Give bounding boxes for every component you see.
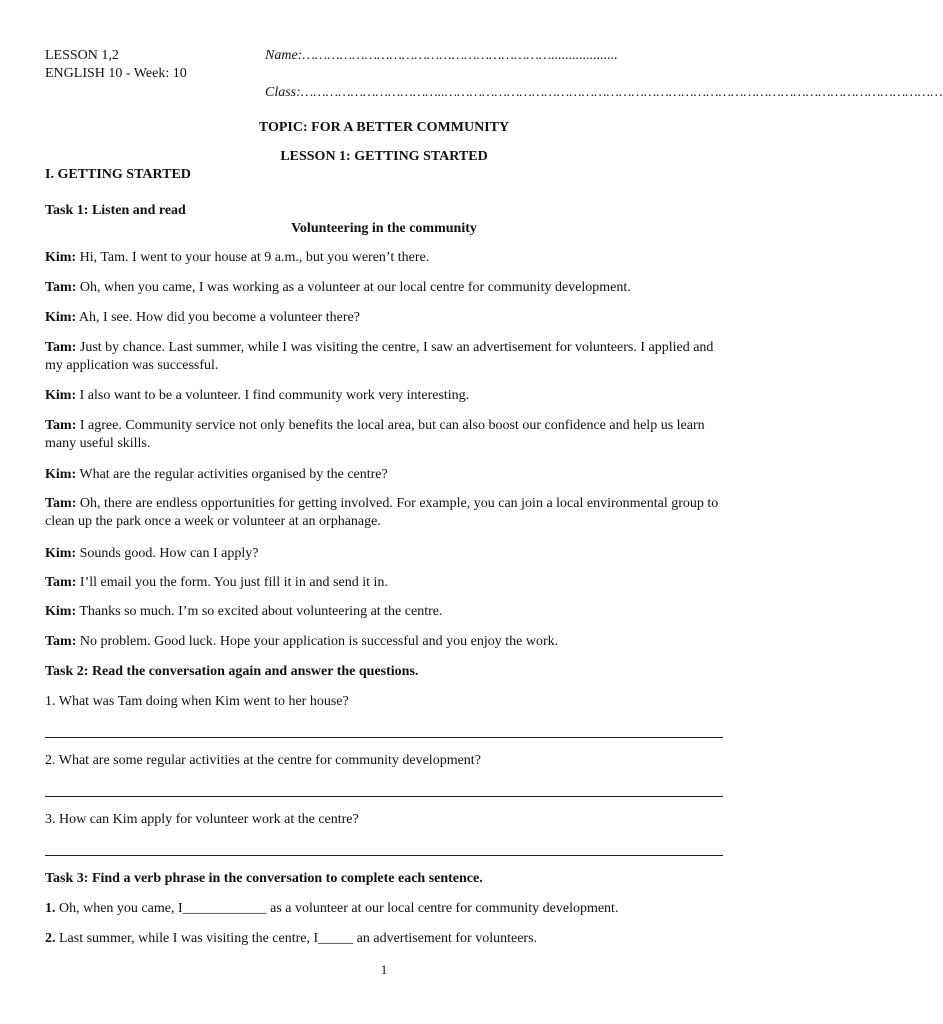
speaker: Kim: (45, 388, 77, 403)
page-number: 1 (380, 962, 388, 977)
task2-title: Task 2: Read the conversation again and answer the questions. (45, 664, 419, 679)
section-title: I. GETTING STARTED (45, 167, 191, 182)
speaker: Tam: (45, 496, 77, 511)
answer-line[interactable] (45, 855, 723, 856)
task3-title: Task 3: Find a verb phrase in the conversation to complete each sentence. (45, 871, 483, 886)
dialogue-line: Kim: Ah, I see. How did you become a volunteer there? (45, 310, 360, 325)
question: 2. What are some regular activities at the centre for community development? (45, 753, 481, 768)
task1-title: Task 1: Listen and read (45, 203, 186, 218)
fill-blank-item: 1. Oh, when you came, I____________ as a volunteer at our local centre for community development. (45, 901, 619, 916)
speaker: Tam: (45, 280, 77, 295)
dialogue-line: Kim: Hi, Tam. I went to your house at 9 a.m., but you weren’t there. (45, 250, 430, 265)
dialogue-line: Tam: Oh, when you came, I was working as a volunteer at our local centre for community development. (45, 280, 631, 295)
dialogue-line: Tam: I agree. Community service not only benefits the local area, but can also boost our confidence and help us learn many useful skills. (45, 418, 705, 451)
dialogue-line: Kim: Thanks so much. I’m so excited about volunteering at the centre. (45, 604, 443, 619)
speaker: Kim: (45, 546, 77, 561)
dialogue-line: Kim: I also want to be a volunteer. I find community work very interesting. (45, 388, 470, 403)
question: 1. What was Tam doing when Kim went to her house? (45, 694, 349, 709)
speaker: Kim: (45, 310, 77, 325)
dialogue-line: Tam: Just by chance. Last summer, while I was visiting the centre, I saw an advertisement for volunteers. I applied and my application was successful. (45, 340, 714, 373)
answer-line[interactable] (45, 737, 723, 738)
dialogue-line: Tam: No problem. Good luck. Hope your application is successful and you enjoy the work. (45, 634, 559, 649)
dialogue-line: Tam: Oh, there are endless opportunities for getting involved. For example, you can join a local environmental group to clean up the park once a week or volunteer at an orphanage. (45, 496, 719, 529)
course-label: ENGLISH 10 - Week: 10 (45, 66, 187, 81)
speaker: Kim: (45, 604, 77, 619)
class-field[interactable]: Class:……………………………..………………………………………………………………………………………………………… (265, 85, 943, 100)
answer-line[interactable] (45, 796, 723, 797)
lesson-label: LESSON 1,2 (45, 48, 119, 63)
dialogue-line: Kim: Sounds good. How can I apply? (45, 546, 259, 561)
speaker: Tam: (45, 575, 77, 590)
lesson-title: LESSON 1: GETTING STARTED (280, 149, 488, 164)
dialogue-line: Kim: What are the regular activities organised by the centre? (45, 467, 388, 482)
topic-title: TOPIC: FOR A BETTER COMMUNITY (258, 120, 510, 135)
passage-title: Volunteering in the community (291, 221, 477, 236)
fill-blank-item: 2. Last summer, while I was visiting the centre, I_____ an advertisement for volunteers. (45, 931, 538, 946)
speaker: Tam: (45, 340, 77, 355)
name-field[interactable]: Name:……………………………………………………................... (265, 48, 618, 63)
speaker: Tam: (45, 418, 77, 433)
dialogue-line: Tam: I’ll email you the form. You just fill it in and send it in. (45, 575, 388, 590)
question: 3. How can Kim apply for volunteer work at the centre? (45, 812, 359, 827)
speaker: Kim: (45, 250, 77, 265)
speaker: Kim: (45, 467, 77, 482)
speaker: Tam: (45, 634, 77, 649)
